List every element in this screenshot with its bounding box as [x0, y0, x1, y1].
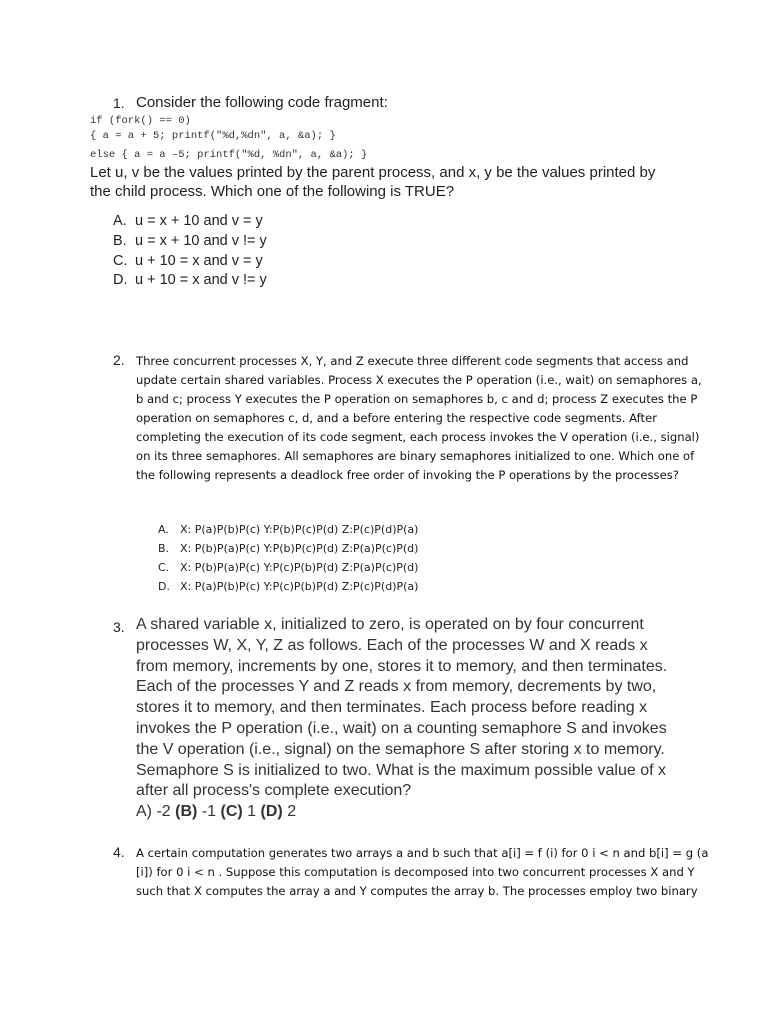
- q3-line-6: invokes the P operation (i.e., wait) on a counting semaphore S and invokes: [136, 719, 667, 737]
- q3-answer-a-value: -2: [156, 803, 171, 821]
- q1-code-line-2: { a = a + 5; printf("%d,%dn", a, &a); }: [90, 130, 336, 142]
- option-text: X: P(b)P(a)P(c) Y:P(b)P(c)P(d) Z:P(a)P(c)P(d): [180, 542, 419, 555]
- option-text: X: P(a)P(b)P(c) Y:P(c)P(b)P(d) Z:P(c)P(d)P(a): [180, 580, 419, 593]
- q2-line-2: update certain shared variables. Process X executes the P operation (i.e., wait) on semaphores a,: [136, 373, 702, 387]
- q3-answer-b-label: (B): [175, 803, 198, 821]
- q3-number: 3.: [113, 619, 125, 635]
- q1-option-a: [113, 213, 263, 229]
- option-letter: C.: [158, 561, 170, 574]
- option-letter: D.: [158, 580, 170, 593]
- q1-text-line-1: Let u, v be the values printed by the parent process, and x, y be the values printed by: [90, 164, 656, 181]
- q3-line-8: Semaphore S is initialized to two. What is the maximum possible value of x: [136, 761, 667, 779]
- option-text: u = x + 10 and v != y: [135, 233, 267, 249]
- q3-line-2: processes W, X, Y, Z as follows. Each of the processes W and X reads x: [136, 636, 648, 654]
- q2-line-1: Three concurrent processes X, Y, and Z execute three different code segments that access and: [136, 354, 689, 368]
- q2-option-b: [158, 542, 418, 555]
- q1-code-line-1: if (fork() == 0): [90, 115, 191, 127]
- q3-line-5: stores it to memory, and then terminates. Each process before reading x: [136, 699, 648, 717]
- q1-option-c: [113, 253, 263, 269]
- q2-option-c: [158, 561, 418, 574]
- option-letter: A.: [113, 213, 127, 229]
- q2-number: 2.: [113, 352, 125, 368]
- q1-option-b: [113, 233, 267, 249]
- option-text: X: P(a)P(b)P(c) Y:P(b)P(c)P(d) Z:P(c)P(d)P(a): [180, 523, 419, 536]
- q3-line-3: from memory, increments by one, stores it to memory, and then terminates.: [136, 657, 668, 675]
- option-text: X: P(b)P(a)P(c) Y:P(c)P(b)P(d) Z:P(a)P(c)P(d): [180, 561, 419, 574]
- q3-line-9: after all process's complete execution?: [136, 782, 412, 800]
- q2-line-5: completing the execution of its code segment, each process invokes the V operation (i.e., signal): [136, 430, 700, 444]
- q2-option-d: [158, 580, 418, 593]
- q3-answer-c-label: (C): [220, 803, 243, 821]
- q3-answer-b-value: -1: [201, 803, 217, 821]
- q2-line-3: b and c; process Y executes the P operation on semaphores b, c and d; process Z executes the P: [136, 392, 698, 406]
- q4-line-2: [i]) for 0 i < n . Suppose this computation is decomposed into two concurrent processes X and Y: [136, 865, 695, 879]
- option-text: u + 10 = x and v = y: [135, 253, 263, 269]
- q4-line-3: such that X computes the array a and Y computes the array b. The processes employ two binary: [136, 884, 698, 898]
- q3-line-1: A shared variable x, initialized to zero, is operated on by four concurrent: [136, 616, 644, 633]
- option-letter: B.: [113, 233, 127, 249]
- q2-option-a: [158, 523, 418, 536]
- q3-answer-c-value: 1: [247, 803, 257, 821]
- option-letter: C.: [113, 253, 128, 269]
- q2-body: [136, 352, 702, 485]
- q3-answer-d-value: 2: [287, 803, 297, 821]
- option-text: u = x + 10 and v = y: [135, 213, 263, 229]
- q2-line-7: the following represents a deadlock free order of invoking the P operations by the processes?: [136, 468, 679, 482]
- q3-answers: [136, 802, 667, 823]
- q1-code-line-3: else { a = a –5; printf("%d, %dn", a, &a); }: [90, 149, 368, 161]
- q3-answer-a-label: A): [136, 803, 152, 821]
- q2-line-4: operation on semaphores c, d, and a before entering the respective code segments. After: [136, 411, 657, 425]
- q4-number: 4.: [113, 844, 125, 860]
- q4-line-1: A certain computation generates two arrays a and b such that a[i] = f (i) for 0 i < n and b[i] = g (a: [136, 846, 709, 860]
- option-letter: B.: [158, 542, 170, 555]
- q1-title: Consider the following code fragment:: [136, 94, 388, 111]
- q1-option-d: [113, 272, 267, 288]
- q3-answer-d-label: (D): [260, 803, 283, 821]
- q4-body: [136, 844, 708, 901]
- q2-line-6: on its three semaphores. All semaphores are binary semaphores initialized to one. Which one of: [136, 449, 695, 463]
- q1-text-line-2: the child process. Which one of the following is TRUE?: [90, 183, 455, 200]
- option-text: u + 10 = x and v != y: [135, 272, 267, 288]
- q3-line-4: Each of the processes Y and Z reads x from memory, decrements by two,: [136, 678, 657, 696]
- q1-number: 1.: [113, 95, 125, 111]
- option-letter: A.: [158, 523, 169, 536]
- q3-body: [136, 615, 667, 823]
- option-letter: D.: [113, 272, 128, 288]
- q3-line-7: the V operation (i.e., signal) on the semaphore S after storing x to memory.: [136, 740, 665, 758]
